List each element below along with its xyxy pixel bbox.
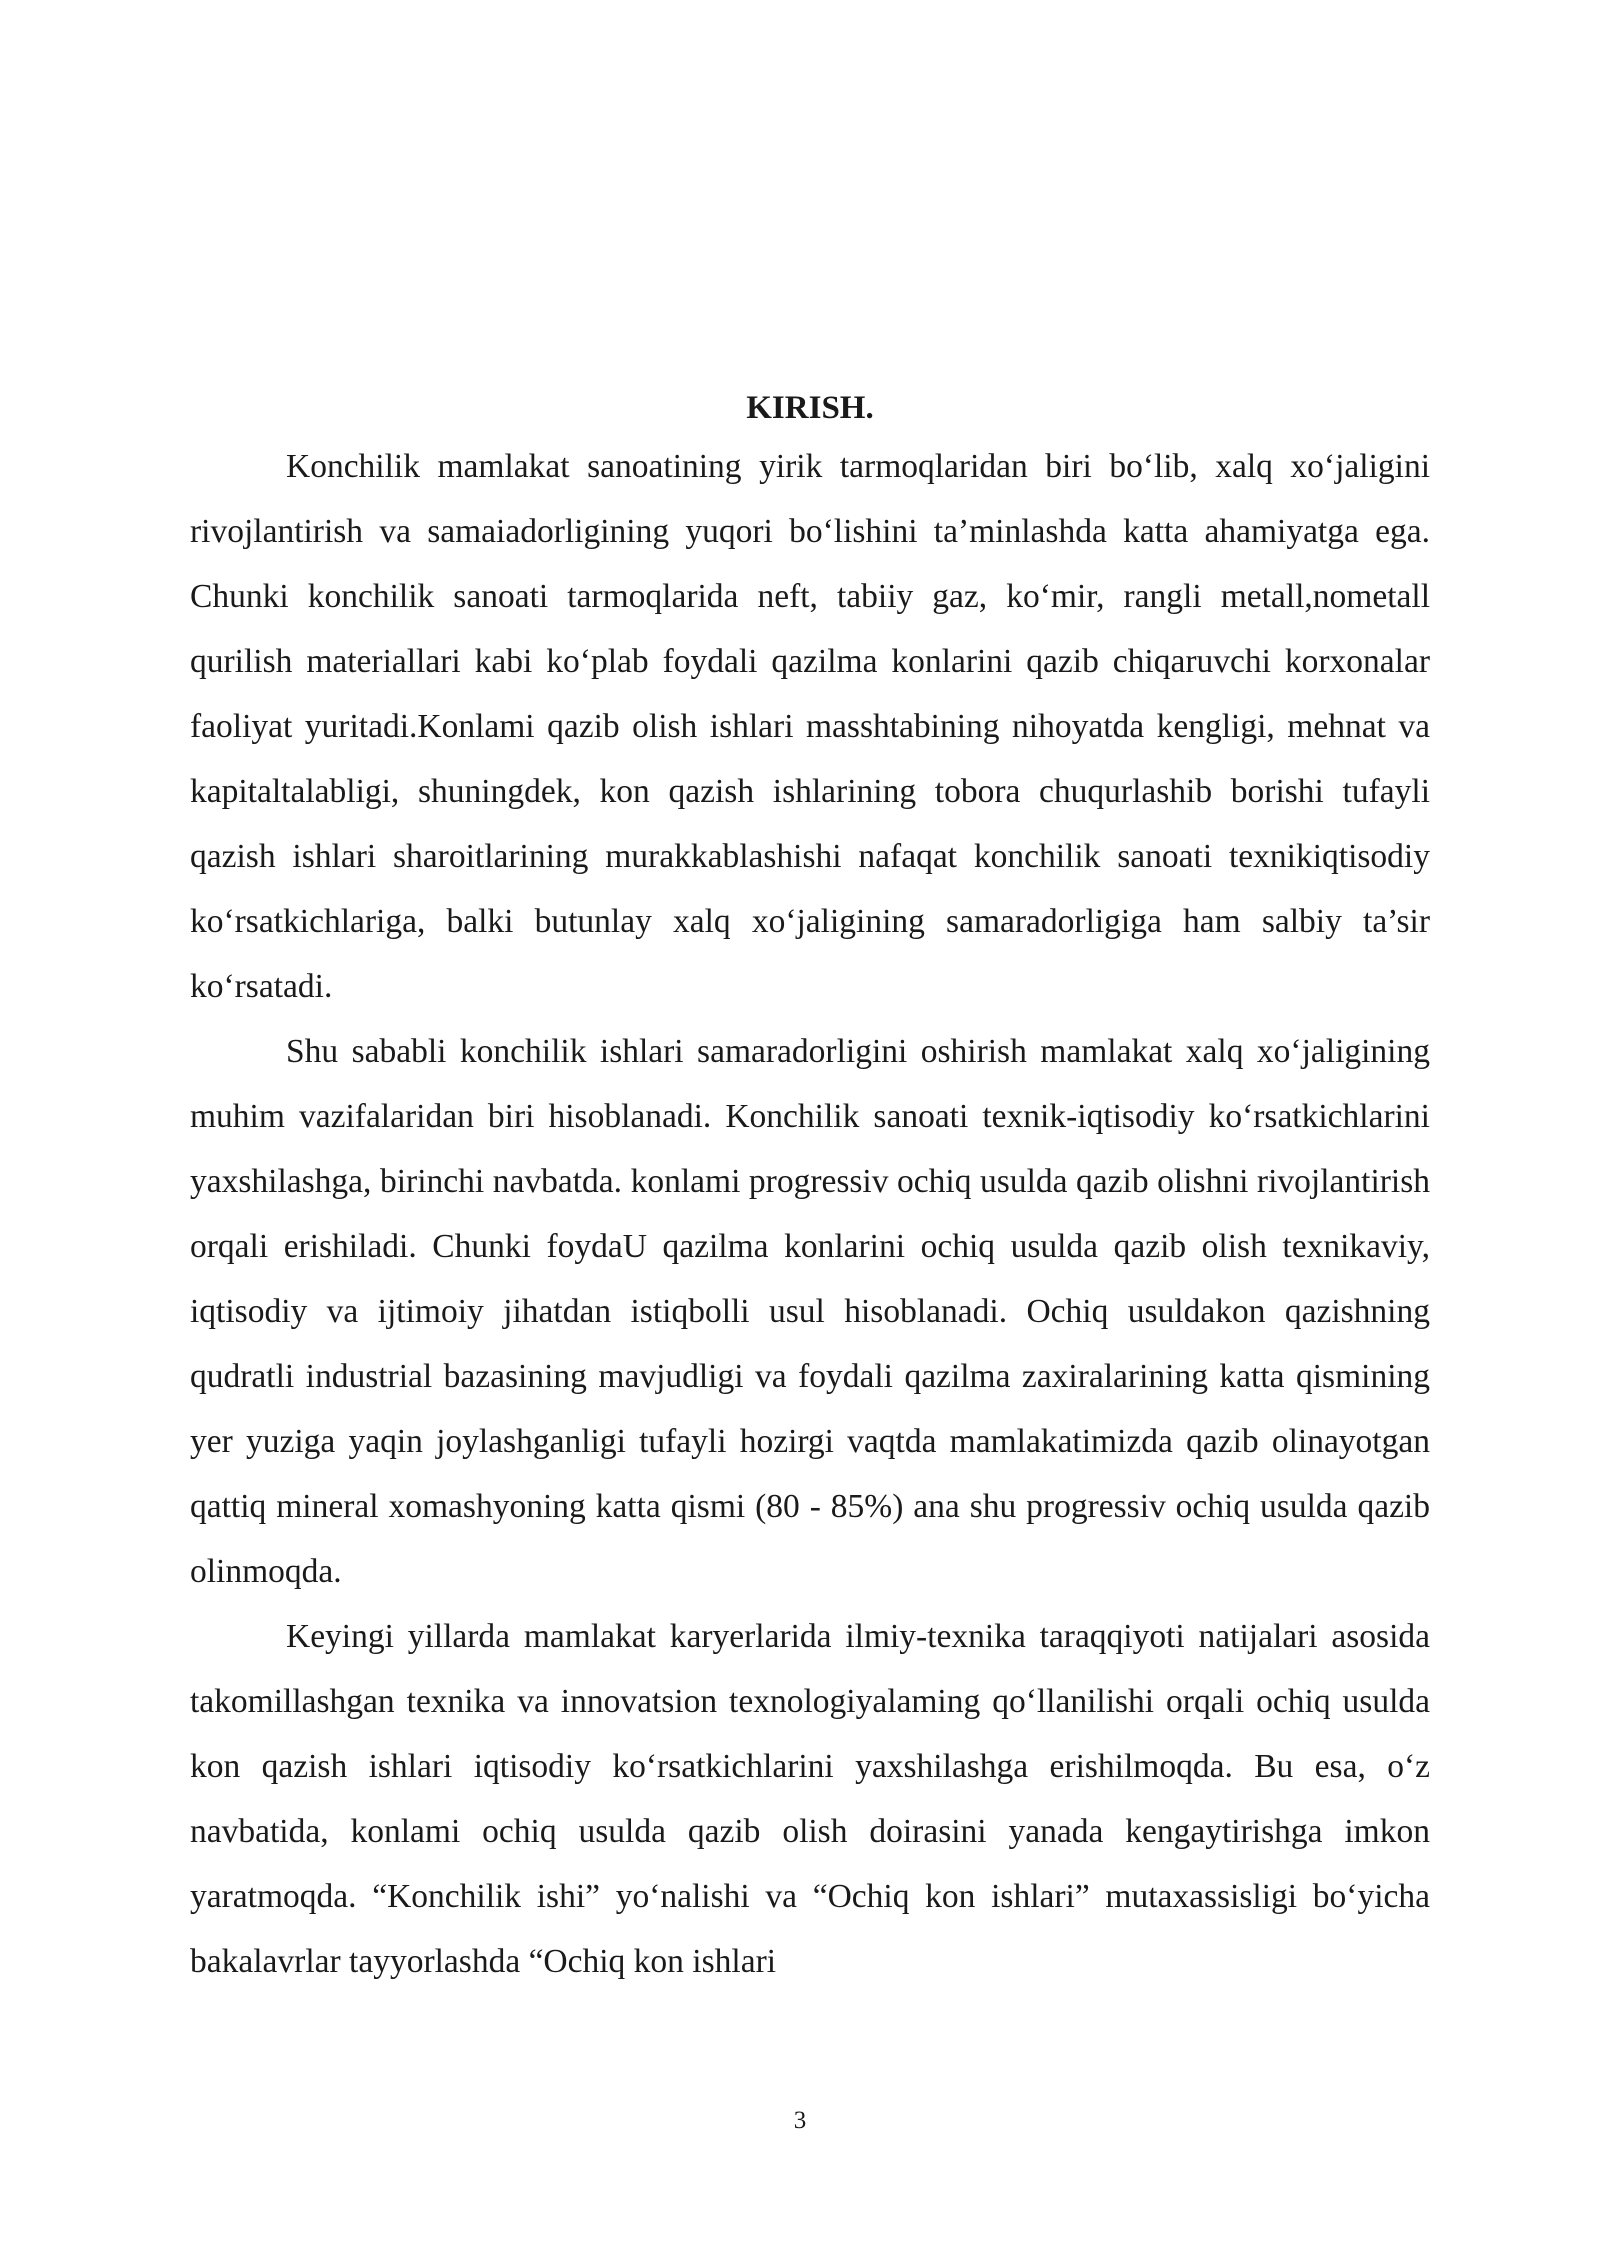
paragraph-3: Keyingi yillarda mamlakat karyerlarida ilmiy-texnika taraqqiyoti natijalari asosida takomillashgan texnika va innovatsion texnologiyalaming qo‘llanilishi orqali ochiq usulda kon qazish ishlari iqtisodiy ko‘rsatkichlarini yaxshilashga erishilmoqda. Bu esa, o‘z navbatida, konlami ochiq usulda qazib olish doirasini yanada kengaytirishga imkon yaratmoqda. “Konchilik ishi” yo‘nalishi va “Ochiq kon ishlari” mutaxassisligi bo‘yicha bakalavrlar tayyorlashda “Ochiq kon ishlari bbox=[190, 1618, 1430, 1980]
paragraph-1: Konchilik mamlakat sanoatining yirik tarmoqlaridan biri bo‘lib, xalq xo‘jaligini rivojlantirish va samaiadorligining yuqori bo‘lishini ta’minlashda katta ahamiyatga ega. Chunki konchilik sanoati tarmoqlarida neft, tabiiy gaz, ko‘mir, rangli metall,nometall qurilish materiallari kabi ko‘plab foydali qazilma konlarini qazib chiqaruvchi korxonalar faoliyat yuritadi.Konlami qazib olish ishlari masshtabining nihoyatda kengligi, mehnat va kapitaltalabligi, shuningdek, kon qazish ishlarining tobora chuqurlashib borishi tufayli qazish ishlari sharoitlarining murakkablashishi nafaqat konchilik sanoati texnikiqtisodiy ko‘rsatkichlariga, balki butunlay xalq xo‘jaligining samaradorligiga ham salbiy ta’sir ko‘rsatadi. bbox=[190, 448, 1430, 1005]
page-number: 3 bbox=[793, 2107, 807, 2134]
page-title: KIRISH. bbox=[746, 390, 874, 426]
paragraph-2: Shu sababli konchilik ishlari samaradorligini oshirish mamlakat xalq xo‘jaligining muhim vazifalaridan biri hisoblanadi. Konchilik sanoati texnik-iqtisodiy ko‘rsatkichlarini yaxshilashga, birinchi navbatda. konlami progressiv ochiq usulda qazib olishni rivojlantirish orqali erishiladi. Chunki foydaU qazilma konlarini ochiq usulda qazib olish texnikaviy, iqtisodiy va ijtimoiy jihatdan istiqbolli usul hisoblanadi. Ochiq usuldakon qazishning qudratli industrial bazasining mavjudligi va foydali qazilma zaxiralarining katta qismining yer yuziga yaqin joylashganligi tufayli hozirgi vaqtda mamlakatimizda qazib olinayotgan qattiq mineral xomashyoning katta qismi (80 - 85%) ana shu progressiv ochiq usulda qazib olinmoqda. bbox=[190, 1033, 1430, 1590]
page-content bbox=[190, 388, 1430, 1994]
